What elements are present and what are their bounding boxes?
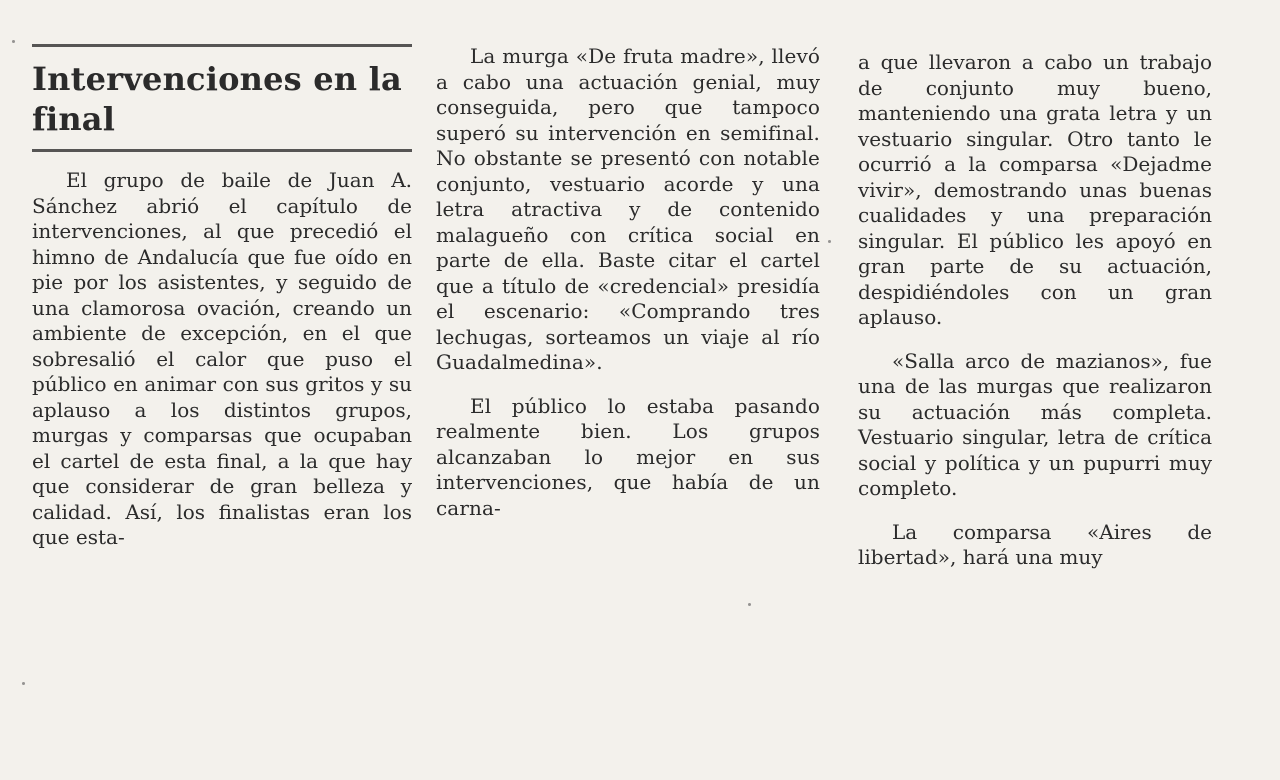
print-speck	[748, 603, 751, 606]
headline-top-rule	[32, 44, 412, 47]
print-speck	[828, 240, 831, 243]
article-column-1	[32, 40, 412, 551]
paragraph: «Salla arco de mazianos», fue una de las murgas que realizaron su actuación más completa. Vestuario singular, letra de crítica social y política y un pupurri muy completo.	[858, 348, 1212, 500]
article-column-3	[858, 50, 1212, 571]
article-headline: Intervenciones en la final	[32, 60, 402, 138]
headline-bottom-rule	[32, 149, 412, 152]
article-column-2	[436, 44, 820, 521]
paragraph: El público lo estaba pasando realmente bien. Los grupos alcanzaban lo mejor en sus intervenciones, que había de un carna-	[436, 393, 820, 520]
column-2-text	[436, 44, 820, 521]
paragraph: El grupo de baile de Juan A. Sánchez abrió el capítulo de intervenciones, al que precedió el himno de Andalucía que fue oído en pie por los asistentes, y seguido de una clamorosa ovación, creando un ambiente de excepción, en el que sobresalió el calor que puso el público en animar con sus gritos y su aplauso a los distintos grupos, murgas y comparsas que ocupaban el cartel de esta final, a la que hay que considerar de gran belleza y calidad. Así, los finalistas eran los que esta-	[32, 168, 412, 549]
column-3-text	[858, 50, 1212, 571]
paragraph: a que llevaron a cabo un trabajo de conjunto muy bueno, manteniendo una grata letra y un vestuario singular. Otro tanto le ocurrió a la comparsa «Dejadme vivir», demostrando unas buenas cualidades y una preparación singular. El público les apoyó en gran parte de su actuación, despidiéndoles con un gran aplauso.	[858, 50, 1212, 329]
paragraph: La comparsa «Aires de libertad», hará una muy	[858, 519, 1212, 569]
print-speck	[12, 40, 15, 43]
print-speck	[22, 682, 25, 685]
column-1-text	[32, 168, 412, 551]
paragraph: La murga «De fruta madre», llevó a cabo una actuación genial, muy conseguida, pero que tampoco superó su intervención en semifinal. No obstante se presentó con notable conjunto, vestuario acorde y una letra atractiva y de contenido malagueño con crítica social en parte de ella. Baste citar el cartel que a título de «credencial» presidía el escenario: «Comprando tres lechugas, sorteamos un viaje al río Guadalmedina».	[436, 44, 820, 374]
